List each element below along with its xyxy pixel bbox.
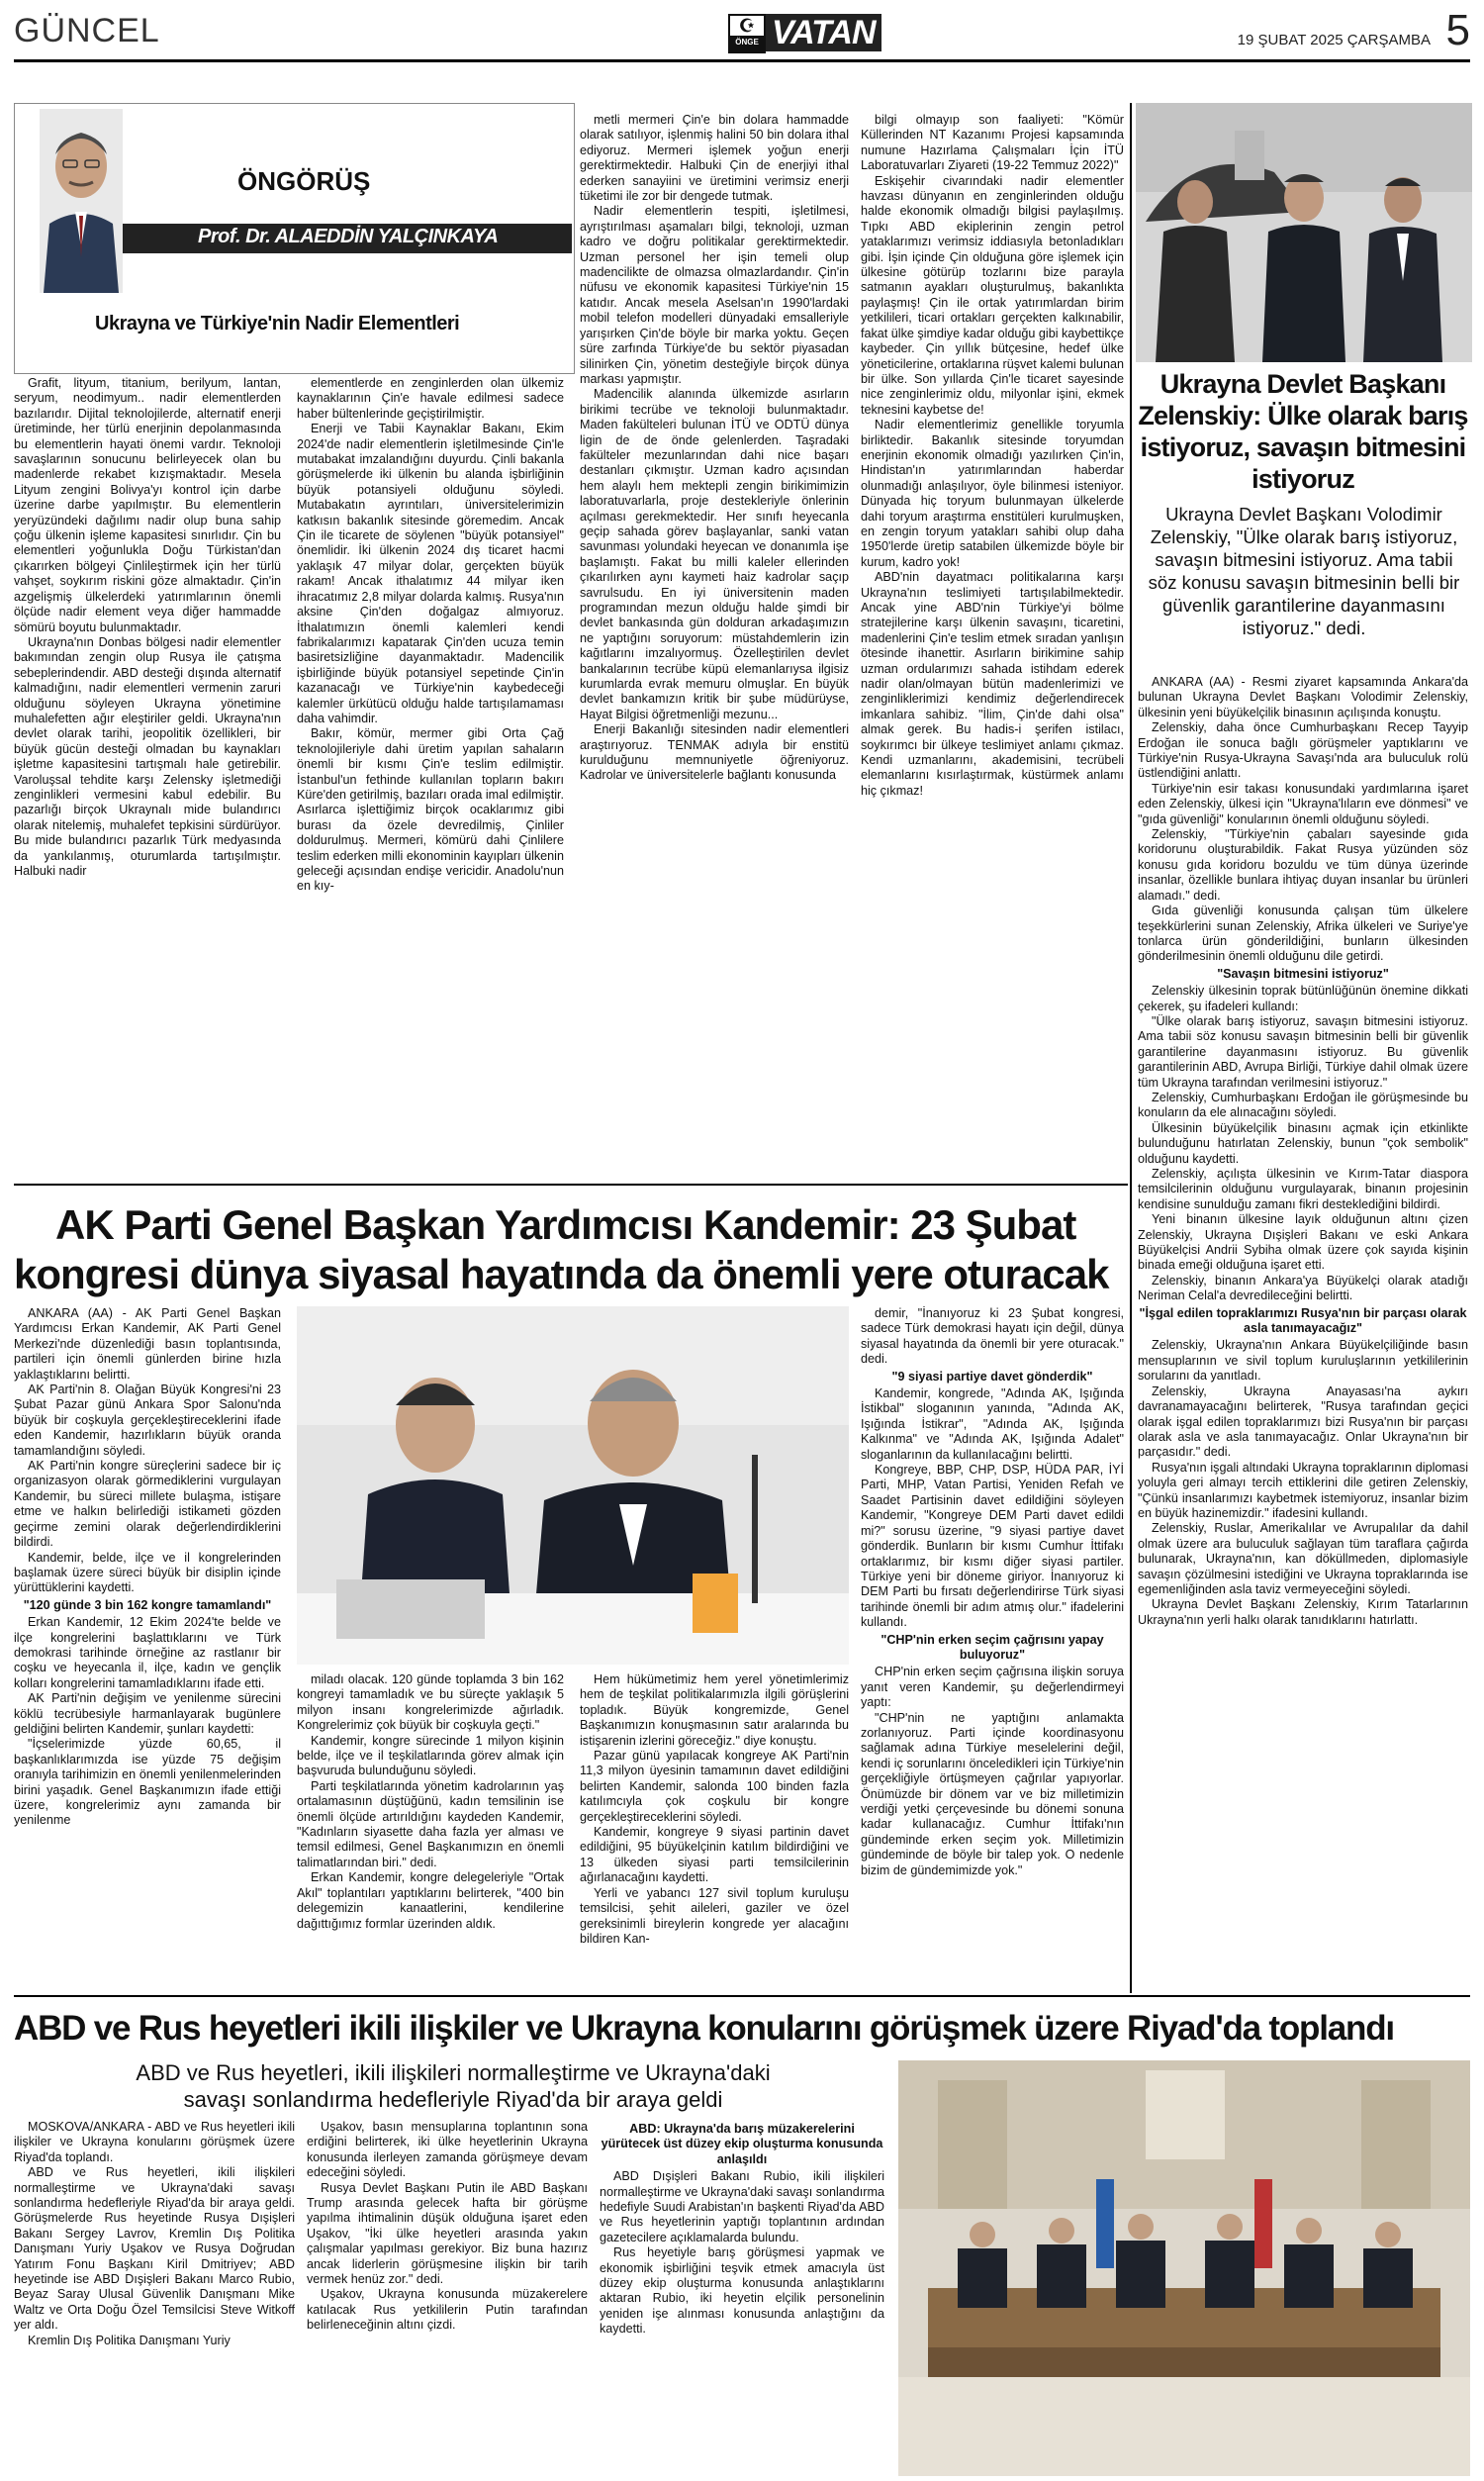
column-text-1: Grafit, lityum, titanium, berilyum, lantan, seryum, neodimyum.. nadir elementlerden bazılarıdır. Dijital teknolojilerde, alternatif enerji üretiminde, her türlü enerjinin depolanmasında bu elementlerin hayati önemi vardır. Teknoloji savaşlarının sonucunu belirleyecek olan bu madenlerde rekabet kızışmaktadır. Mesela Lityum zengini Bolivya'yı kontrol için darbe üzerine darbe yapılmıştır. Bu elementlerin yeryüzündeki dağılımı nadir olup buna sahip çoğu ülkenin işleme kapasitesi sınırlıdır. Çin bu elementleri yoğunlukla Doğu Türkistan'dan çıkarırken bölgeyi Çinlileştirmek için her türlü vahşet, soykırım riskini göze almaktadır. Çin'in azgelişmiş ülkelerdeki yatırımlarının önemli ölçüde nadir element veya diğer hammadde sömürü boyutu bulunmaktadır. Ukrayna'nın Donbas bölgesi nadir elementler bakımından zengin olup Rusya ile çatışma sebeplerindendir. ABD desteği dışında alternatif kalmadığını, nadir elementleri vermenin zaruri olduğunu söyleyen Ukrayna yönetimine muhalefetten ağır eleştiriler geldi. Ukrayna'nın devlet olarak tarihi, jeopolitik özellikleri, bir büyük gücün desteği olmadan bu kaynakları işletme kapasitesini tartışmalı hale getirebilir. Varoluşsal tehdite karşı Zelensky işletmediği zenginlikleri vermesini kabul edebilir. Bu pazarlığı birçok Ukraynalı mide bulandırıcı olarak nitelemiş, muhalefet tepkisini sürdürüyor. Bu mide bulandırıcı pazarlık Türk medyasında da yankılanmış, oturumlarda tartışılmıştır. Halbuki nadir — [14, 376, 281, 878]
kandemir-title-1: AK Parti Genel Başkan Yardımcısı Kandemir: 23 Şubat — [55, 1201, 1076, 1248]
kandemir-col-2: miladı olacak. 120 günde toplamda 3 bin 162 kongreyi tamamladık ve bu süreçte yaklaşık 5 milyon insanı kongrelerimizde ağırladık. Kongrelerimiz çok büyük bir coşkuyla geçti." Kandemir, kongre sürecinde 1 milyon kişinin belde, ilçe ve il teşkilatlarında görev almak için başvuruda bulunduğunu söyledi. Parti teşkilatlarında yönetim kadrolarının yaş ortalamasının düştüğünü, kadın temsilinin ise önemli ölçüde artırıldığını kaydeden Kandemir, "Kadınların siyasette daha fazla yer alması ve temsil edilmesi, Genel Başkanımızın en önemli talimatlarından biri." dedi. Erkan Kandemir, kongre delegeleriyle "Ortak Akıl" toplantıları yaptıklarını belirterek, "400 bin delegemizin kanaatlerini, kendilerine dağıttığımız formlar üzerinden aldık. — [297, 1672, 564, 1931]
column-kicker: ÖNGÖRÜŞ — [237, 166, 371, 196]
riyad-top-rule — [14, 1995, 1470, 1997]
zelensky-photo — [1136, 103, 1472, 362]
logo[interactable] — [728, 12, 876, 53]
riyad-photo — [898, 2060, 1470, 2476]
kandemir-photo — [297, 1306, 849, 1665]
zelensky-title: Ukrayna Devlet Başkanı Zelenskiy: Ülke olarak barış istiyoruz, savaşın bitmesini istiyoruz — [1138, 369, 1468, 494]
riyad-col-1: MOSKOVA/ANKARA - ABD ve Rus heyetleri ikili ilişkiler ve Ukrayna konularını görüşmek üzere Riyad'da toplandı. ABD ve Rus heyetleri, ikili ilişkileri normalleştirme ve Ukrayna'daki savaşı sonlandırma hedefleriyle Riyad'da bir araya geldi. Görüşmelerde Rus heyetinde Rusya Dışişleri Bakanı Sergey Lavrov, Kremlin Dış Politika Danışmanı Yuriy Uşakov ve Rusya Doğrudan Yatırım Fonu Başkanı Kiril Dmitriyev; ABD heyetinde ise ABD Dışişleri Bakanı Marco Rubio, Beyaz Saray Ulusal Güvenlik Danışmanı Mike Waltz ve Orta Doğu Özel Temsilcisi Steve Witkoff yer aldı. Kremlin Dış Politika Danışmanı Yuriy — [14, 2120, 295, 2347]
riyad-subhead: ABD: Ukrayna'da barış müzakerelerini yürütecek üst düzey ekip oluşturma konusunda anlaşıldı — [601, 2122, 883, 2166]
kandemir-subhead-2: "9 siyasi partiye davet gönderdik" — [891, 1369, 1093, 1384]
zelensky-subhead-1: "Savaşın bitmesini istiyoruz" — [1217, 966, 1389, 981]
riyad-title: ABD ve Rus heyetleri ikili ilişkiler ve Ukrayna konularını görüşmek üzere Riyad'da toplandı — [14, 2009, 1394, 2048]
logo-text: VATAN — [766, 14, 881, 51]
zelensky-lead: Ukrayna Devlet Başkanı Volodimir Zelenskiy, "Ülke olarak barış istiyoruz, savaşın bitmesini istiyoruz. Ama tabii söz konusu savaşın bitmesinin belli bir güvenlik garantilerine dayanmasını istiyoruz." dedi. — [1148, 504, 1460, 638]
column-text-4: bilgi olmayıp son faaliyeti: "Kömür Küllerinden NT Kazanımı Projesi kapsamında numune Hazırlama Çalışmaları İçin İTÜ Laboratuvarları Ziyareti (19-22 Temmuz 2022)" Eskişehir civarındaki nadir elementler havzası dünyanın en zenginlerinden olduğu halde ekonomik olmadığı bilgisi paylaşılmış. Tıpkı ABD ekiplerinin zengin petrol yataklarımızı verimsiz iddiasıyla betonladıkları gibi. İşin içinde Çin olduğuna göre işlemek için ülkesine götürüp tozlarını bize parayla satmanın ayakları oluşturulmuş, bakanlıkta paylaşmış! Çin ile ortak yatırımlardan birim yetkilileri, ticari ortakları gerçekten kalkınabilir, fakat ülke şimdiye kadar olduğu gibi kaybettikçe kaybeder. Çin yıllık bütçesine, hedef ülke yöneticilerine, ortaklarına rüşvet kalemi bulunan bir ülke. Son yıllarda Çin'le ticaret sayesinde nice zenginlerimiz oldu, milyonlar işini, ekmek teknesini kaybetse de! Nadir elementlerimiz genellikle toryumla birliktedir. Bakanlık sitesinde toryumdan enerjinin ekonomik olmadığı yazılırken Çin'in, Hindistan'ın yatırımlarından haberdar olunmadığı anlaşılıyor, öyle bilinmesi isteniyor. Dünyada hiç toryum bulunmayan ülkelerde dahi toryum araştırma enstitüleri kurulmuşken, en zengin toryum yatakları sahibi olup daha 1950'lerde üretip satabilen ülkemizde böyle bir kurum, kadro yok! ABD'nin dayatmacı politikalarına karşı Ukrayna'nın teslimiyeti tartışılabilmektedir. Ancak yine ABD'nin Türkiye'yi bölme stratejilerine karşı ülkenin savaşını, ticaretini, madenlerini Çin'e teslim etmek sıradan yanlışın ötesinde ihanettir. Asırların birikimine sahip uzman ordularımızı sahada istihdam ederek nadir olan/olmayan bütün madenlerimizi ve zenginliklerimizi kendimiz değerlendirecek imkanlara sahibiz. "İlim, Çin'de dahi olsa" almak gerek. Bu hadis-i şerifen istilacı, soykırımcı bir ülkeye teslimiyet anlamı çıkmaz. Kendi uzmanlarını, akademisini, tecrübeli elemanlarını kısırlaştırmak, küstürmek anlamı hiç çıkmaz! — [861, 113, 1124, 798]
zelensky-subhead-2: "İşgal edilen topraklarımızı Rusya'nın bir parçası olarak asla tanımayacağız" — [1139, 1305, 1467, 1336]
header-rule — [14, 59, 1470, 62]
masthead — [14, 6, 1470, 61]
column-author: Prof. Dr. ALAEDDİN YALÇINKAYA — [198, 226, 499, 247]
kandemir-title-2: kongresi dünya siyasal hayatında da önemli yere oturacak — [14, 1251, 1109, 1297]
kandemir-subhead-1: "120 günde 3 bin 162 kongre tamamlandı" — [23, 1597, 272, 1612]
kandemir-top-rule — [14, 1184, 1128, 1186]
riyad-col-2: Uşakov, basın mensuplarına toplantının sona erdiğini belirterek, iki ülke heyetlerinin Ukrayna konusunda ilerleyen zamanda görüşmeye devam edeceğini söyledi. Rusya Devlet Başkanı Putin ile ABD Başkanı Trump arasında gelecek hafta bir görüşme yapılma ihtimalinin düşük olduğuna işaret eden Uşakov, "İki ülke heyetleri arasında yakın çalışmalar yapılması gerekiyor. Biz buna hazırız ancak liderlerin görüşmesine ilişkin bir tarih vermek henüz zor." dedi. Uşakov, Ukrayna konusunda müzakerelere katılacak Rus yetkililerin Putin tarafından belirleneceğinin altını çizdi. — [307, 2120, 588, 2333]
riyad-col-3: ABD: Ukrayna'da barış müzakerelerini yürütecek üst düzey ekip oluşturma konusunda anlaşıldı ABD Dışişleri Bakanı Rubio, ikili ilişkileri normalleştirme ve Ukrayna'daki savaşı sonlandırma hedefiyle Suudi Arabistan'ın başkenti Riyad'da ABD ve Rus heyetlerinin yaptığı toplantının ardından gazetecilere açıklamalarda bulundu. Rus heyetiyle barış görüşmesi yapmak ve ekonomik işbirliğini teşvik etmek amacıyla üst düzey ekip oluşturma konusunda anlaştıklarını aktaran Rubio, iki heyetin elçilik personelinin yeniden işe alınması konusunda anlaştığını da kaydetti. — [600, 2122, 884, 2337]
column-text-3: metli mermeri Çin'e bin dolara hammadde olarak satılıyor, işlenmiş halini 50 bin dolara ithal ediyoruz. Mermeri işlemek yoğun enerji gerektirmektedir. Halbuki Çin de enerjiyi ithal ederken sanayiini ve üretimini verimsiz enerji tüketimi ile zor bir dengede tutmak. Nadir elementlerin tespiti, işletilmesi, ayrıştırılması aşamaları bilgi, teknoloji, uzman kadro ve doğru politikalar gerektirmektedir. Uzman personel her işin temeli olup madencilikte de olmazsa olmazlardandır. Çin'in nüfusu ve ekonomik kapasitesi Türkiye'nin 15 katıdır. Ancak mesela Aselsan'ın 1990'lardaki mobil telefon modelleri dünyadaki emsalleriyle yarışırken Çin'de böyle bir marka yoktu. Geçen süre zarfında Türkiye'de bu sektör piyasadan silinirken Çin, yönetim desteğiyle birçok dünya markası yapmıştır. Madencilik alanında ülkemizde asırların birikimi tecrübe ve teknoloji bulunmaktadır. Maden fakülteleri bulunan İTÜ ve ODTÜ dünya ligin de de önde gelenlerden. Taşradaki fakülteler mezunlarından dahi nice başarı destanları çıkmıştır. Uzman kadro açısından hem alaylı hem mektepli zengin birikimimizin laboratuvarlarla, proje destekleriyle önlerinin açılması gerekmektedir. Her sınıfı heyecanla geçip sahada görev başlayanlar, sanki vatan savunması yolundaki heyecan ve donanımla işe başlamıştı. Fakat bu milli kaleler ellerinden çıkarılırken aynı kaymeti haiz kadrolar saçıp savrulsudu. En iyi üniversitenin maden programından mezun olduğu halde şimdi bir devlet bankasında gün dolduran arkadaşımızın ne yaptığını soruyorum: müstahdemlerin izin kağıtlarını imzalıyormuş. Özelleştirilen devlet bankalarının tecrübe küpü elemanlarıysa ilgisiz kurumlarda evrak memuru olmuşlar. En büyük devlet bankamızın kritik bir şube müdürüyse, Hayat Bilgisi öğretmenliği mezunu... Enerji Bakanlığı sitesinden nadir elementleri araştırıyoruz. TENMAK adıyla bir enstitü kurulduğunu memnuniyetle öğreniyoruz. Kadrolar ve üniversitelerle bağlantı konusunda — [580, 113, 849, 783]
column-text-2: elementlerde en zenginlerden olan ülkemiz kaynaklarının Çin'e havale edilmesi sadece haber bültenlerinde geçiştirilmiştir. Enerji ve Tabii Kaynaklar Bakanı, Ekim 2024'de nadir elementlerin işletilmesinde Çin'le mutabakat imzalandığını duyurdu. Çinli bakanla görüşmelerde iki ülkenin bu alanda işbirliğinin büyük potansiyeli olduğunu söyledi. Mutabakatın ayrıntıları, üniversitelerimizin katkısın bakanlık sitesinde göremedim. Ancak Çin ile ticarete de söylenen "büyük potansiyel" önemlidir. İki ülkenin 2024 dış ticaret hacmi yaklaşık 47 milyar dolar, gerçekten büyük rakam! Ancak ithalatımız 44 milyar iken ihracatımız 2,8 milyar dolarda kalmış. Rusya'nın aksine Çin'den doğalgaz almıyoruz. İthalatımızın önemli kalemleri kendi fabrikalarımızı kapatarak Çin'den ucuza temin basiretsizliğine dayanmaktadır. Madencilik işbirliğinde büyük potansiyel sepetinde Çin'in kazanacağı ve Türkiye'nin kaybedeceği kalemler ürkütücü olduğu halde tartışılamaması daha vahimdir. Bakır, kömür, mermer gibi Orta Çağ teknolojileriyle dahi üretim yapılan sahaların önemli bir kısmı Çin'e teslim edilmiştir. İstanbul'un fethinde kullanılan topların bakırı Küre'den getirilmiş, bazıları orada imal edilmiştir. Asırlarca işlettiğimiz birçok ocaklarımız gibi burası da özele devredilmiş, Çinliler doldurulmuş. Mermeri, kömürü dahi Çinlilere teslim ederken milli ekonominin kayıpları ülkenin geleceği açısından endişe vericidir. Anadolu'nun en kıy- — [297, 376, 564, 894]
kandemir-subhead-3: "CHP'nin erken seçim çağrısını yapay buluyoruz" — [881, 1632, 1104, 1662]
riyad-lead-1: ABD ve Rus heyetleri, ikili ilişkileri normalleştirme ve Ukrayna'daki — [136, 2060, 771, 2085]
kandemir-col-1: ANKARA (AA) - AK Parti Genel Başkan Yardımcısı Erkan Kandemir, AK Parti Genel Merkezi'nde düzenlediği basın toplantısında, partileri için önemli günlerden birine hızla yaklaştıklarını belirtti. AK Parti'nin 8. Olağan Büyük Kongresi'ni 23 Şubat Pazar günü Ankara Spor Salonu'nda büyük bir coşkuyla gerçekleştireceklerini ifade eden Kandemir, hazırlıkların büyük oranda tamamlandığını söyledi. AK Parti'nin kongre süreçlerini sadece bir iç organizasyon olarak görmediklerini vurgulayan Kandemir, bu süreci millete bulaşma, istişare etme ve halkın belirlediği istikameti gözden geçirme zemini olarak değerlendirdiklerini bildirdi. Kandemir, belde, ilçe ve il kongrelerinden başlamak üzere süreci büyük bir disiplin içinde yürüttüklerini kaydetti. "120 günde 3 bin 162 kongre tamamlandı" Erkan Kandemir, 12 Ekim 2024'te belde ve ilçe kongrelerini başlattıklarını ve Türk demokrasi tarihinde örneğine az rastlanır bir coşku ve heyecanla il, ilçe, kadın ve gençlik kolları kongrelerini tamamladıklarını ifade etti. AK Parti'nin değişim ve yenilenme sürecini köklü tecrübesiyle harmanlayarak bugünlere geldiğini belirten Kandemir, şunları kaydetti: "İçselerimizde yüzde 60,65, il başkanlıklarımızda ise yüzde 75 değişim oranıyla tarihimizin en önemli yenilenmelerinden birini yaşadık. Genel Başkanımızın ifade ettiği üzere, kongrelerimiz aynı zamanda bir yenilenme — [14, 1306, 281, 1828]
page-number: 5 — [1445, 6, 1470, 54]
issue-date: 19 ŞUBAT 2025 ÇARŞAMBA — [1237, 32, 1431, 48]
kandemir-col-4: demir, "İnanıyoruz ki 23 Şubat kongresi, sadece Türk demokrasi hayatı için değil, dünya siyasal hayatında da önemli bir yere oturacak." dedi. "9 siyasi partiye davet gönderdik" Kandemir, kongrede, "Adında AK, Işığında İstikbal" sloganının yanında, "Adında AK, Işığında İstikrar", "Adında AK, Işığında Kalkınma" ve "Adında AK, Işığında Adalet" sloganlarının da kullanılacağını belirtti. Kongreye, BBP, CHP, DSP, HÜDA PAR, İYİ Parti, MHP, Vatan Partisi, Yeniden Refah ve Saadet Partisinin davet edildiğini söyleyen Kandemir, "Kongreye DEM Parti davet edildi mi?" sorusu üzerine, "9 siyasi partiye davet gönderdik. Bunların bir kısmı Cumhur İttifakı ortaklarımız, bir kısmı diğer siyasi partiler. Türkiye yeni bir döneme giriyor. İnanıyoruz ki DEM Parti bu fırsatı değerlendirirse Türk siyasi tarihinde önemli bir adım atmış olur." ifadelerini kullandı. "CHP'nin erken seçim çağrısını yapay buluyoruz" CHP'nin erken seçim çağrısına ilişkin soruya yanıt veren Kandemir, şu değerlendirmeyi yaptı: "CHP'nin ne yaptığını anlamakta zorlanıyoruz. Parti içinde koordinasyonu sağlamak adına Türkiye meselelerini değil, kendi iç sorunlarını önceledikleri için Türkiye'nin gerçekliğiyle örtüşmeyen çağrılar yapıyorlar. Önümüzde bir dönem var ve biz milletimizin verdiği yetki çerçevesinde bu dönemi sonuna kadar kullanacağız. Cumhur İttifakı'nın gündeminde erken seçim yok. Milletimizin gündeminde de böyle bir talep yok. O nedenle bizim de gündemimizde yok." — [861, 1306, 1124, 1877]
kandemir-col-3: Hem hükümetimiz hem yerel yönetimlerimiz hem de teşkilat politikalarımızla ilgili görüşlerini topladık. Büyük kongremizde, Genel Başkanımızın konuşmasının satır aralarında bu istişarenin izlerini göreceğiz." diye konuştu. Pazar günü yapılacak kongreye AK Parti'nin 11,3 milyon üyesinin tamamının davet edildiğini belirten Kandemir, salonda 100 binden fazla katılımcıyla çok coşkulu bir kongre gerçekleştireceklerini söyledi. Kandemir, kongreye 9 siyasi partinin davet edildiğini, 95 büyükelçinin katılım bildirdiğini ve 13 ülkeden siyasi parti temsilcilerinin ağırlanacağını kaydetti. Yerli ve yabancı 127 sivil toplum kuruluşu temsilcisi, şehit aileleri, gaziler ve özel gereksinimli bireylerin kongrede yer alacağını bildiren Kan- — [580, 1672, 849, 1946]
author-photo — [40, 109, 123, 293]
zelensky-body: ANKARA (AA) - Resmi ziyaret kapsamında Ankara'da bulunan Ukrayna Devlet Başkanı Volodimir Zelenskiy, ülkesinin yeni büyükelçilik binasının açılışında konuştu. Zelenskiy, daha önce Cumhurbaşkanı Recep Tayyip Erdoğan ile sonuca bağlı görüşmeler yaptıklarını ve Türkiye'nin Rusya-Ukrayna Savaşı'nda ara buluculuk rolü üstlendiğini anlattı. Türkiye'nin esir takası konusundaki yardımlarına işaret eden Zelenskiy, ülkesi için "Ukrayna'lıların eve dönmesi" ve "gıda güvenliği" konularının önemli olduğunu söyledi. Zelenskiy, "Türkiye'nin çabaları sayesinde gıda koridorunu oluşturabildik. Fakat Rusya yüzünden söz konusu gıda koridoru bozuldu ve tüm dünya üzerinde insanlar, özellikle bunlara ihtiyaç duyan insanlar bu ürünleri alamadı." dedi. Gıda güvenliği konusunda çalışan tüm ülkelere teşekkürlerini sunan Zelenskiy, Afrika ülkeleri ve Suriye'ye tonlarca ürün gönderildiğini, bunların ülkesinden gönderilmesinin önemli olduğunu dile getirdi. "Savaşın bitmesini istiyoruz" Zelenskiy ülkesinin toprak bütünlüğünün önemine dikkati çekerek, şu ifadeleri kullandı: "Ülke olarak barış istiyoruz, savaşın bitmesini istiyoruz. Ama tabii söz konusu savaşın bitmesinin belli bir güvenlik garantilerine dayanmasını istiyoruz. Bu güvenlik garantilerinin ABD, Avrupa Birliği, Türkiye dahil olmak üzere tüm Ukrayna tarafından verilmesini istiyoruz." Zelenskiy, Cumhurbaşkanı Erdoğan ile görüşmesinde bu konuların da ele alınacağını söyledi. Ülkesinin büyükelçilik binasını açmak için etkinlikte bulunduğunu hatırlatan Zelenskiy, bunun "çok sembolik" olduğunu kaydetti. Zelenskiy, açılışta ülkesinin ve Kırım-Tatar diaspora temsilcilerinin olduğunu vurgulayarak, binanın projesinin kendisine sunulduğu zamanı fikri desteklediğini bildirdi. Yeni binanın ülkesine layık olduğunun altını çizen Zelenskiy, Ukrayna Dışişleri Bakanı ve eski Ankara Büyükelçisi Andrii Sybiha olmak üzere çok sayıda kişinin binada emeği olduğuna işaret etti. Zelenskiy, binanın Ankara'ya Büyükelçi olarak atadığı Neriman Celal'a devredileceğini belirtti. "İşgal edilen topraklarımızı Rusya'nın bir parçası olarak asla tanımayacağız" Zelenskiy, Ukrayna'nın Ankara Büyükelçiliğinde basın mensuplarının ve sivil toplum kuruluşlarının yetkililerinin sorularını da yanıtladı. Zelenskiy, Ukrayna Anayasası'na aykırı davranamayacağını belirterek, "Rusya tarafından geçici olarak işgal edilen topraklarımızı bizi Rusya'nın bir parçası olarak asla ve asla tanımayacağız. Onlar Ukrayna'nın bir parçasıdır." dedi. Rusya'nın işgali altındaki Ukrayna topraklarının diplomasi yoluyla geri almayı tercih ettiklerini dile getiren Zelenskiy, "Çünkü insanlarımızı kaybetmek istemiyoruz, insanlar bizim en büyük hazinemizdir." ifadesini kullandı. Zelenskiy, Ruslar, Amerikalılar ve Avrupalılar da dahil olmak üzere ara buluculuk sağlayan tüm taraflara çağırda bulunarak, Ukrayna'nın, kan döküllmeden, diplomasiyle savaşın çözülmesini istediğini ve Ukrayna topraklarında ise egemenliğinden asla taviz vermeyeceğini söyledi. Ukrayna Devlet Başkanı Zelenskiy, Kırım Tatarlarının Ukrayna'nın yerli halkı olarak tanıdıklarını hatırlattı. — [1138, 675, 1468, 1627]
section-label: GÜNCEL — [14, 12, 160, 49]
riyad-lead-2: savaşı sonlandırma hedefleriyle Riyad'da bir araya geldi — [183, 2087, 723, 2112]
logo-badge: ☪ ÖNGE — [728, 14, 766, 53]
column-divider — [1130, 103, 1132, 1993]
column-title: Ukrayna ve Türkiye'nin Nadir Elementleri — [95, 313, 460, 334]
